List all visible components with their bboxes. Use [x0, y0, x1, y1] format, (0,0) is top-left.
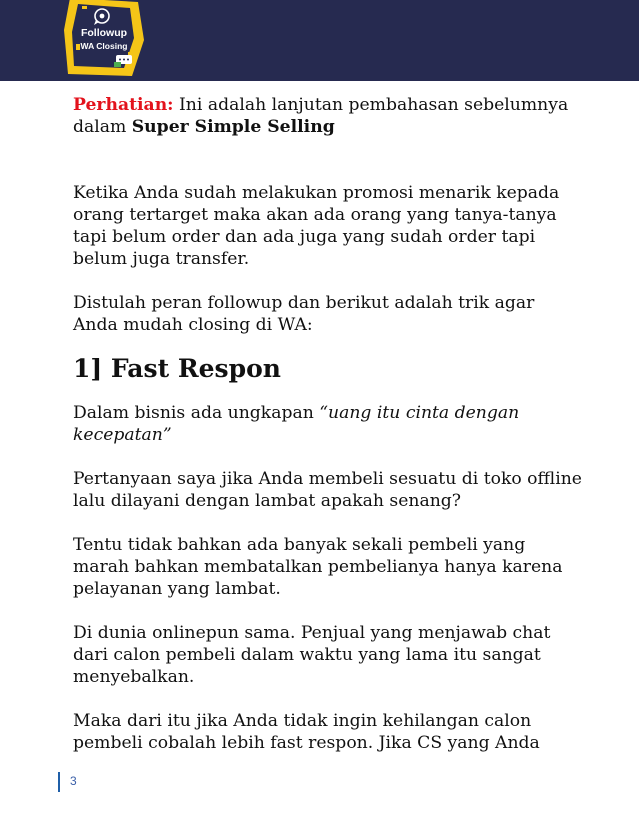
section-paragraph-4: Di dunia onlinepun sama. Penjual yang menjawab chat dari calon pembeli dalam waktu yang lama itu sangat menyebalkan.: [73, 623, 551, 687]
notice-bold-title: Super Simple Selling: [131, 117, 335, 137]
intro-paragraph-1: Ketika Anda sudah melakukan promosi menarik kepada orang tertarget maka akan ada orang yang tanya-tanya tapi belum order dan ada juga yang sudah order tapi belum juga transfer.: [73, 183, 560, 269]
document-body: [73, 94, 583, 776]
section-paragraph-1-quote: “uang itu cinta dengan kecepatan”: [73, 403, 520, 445]
section-paragraph-1-text: Dalam bisnis ada ungkapan: [73, 403, 320, 423]
section-paragraph-3: Tentu tidak bahkan ada banyak sekali pembeli yang marah bahkan membatalkan pembelianya hanya karena pelayanan yang lambat.: [73, 535, 563, 599]
section-paragraph-1: [73, 402, 583, 446]
notice-paragraph: [73, 94, 583, 138]
section-heading: 1] Fast Respon: [73, 354, 281, 383]
followup-wa-closing-logo: [58, 0, 150, 78]
logo-line1: Followup: [80, 27, 128, 39]
notice-label: Perhatian:: [73, 95, 174, 115]
section-paragraph-2: Pertanyaan saya jika Anda membeli sesuatu di toko offline lalu dilayani dengan lambat apakah senang?: [73, 469, 582, 511]
intro-paragraph-2: Distulah peran followup dan berikut adalah trik agar Anda mudah closing di WA:: [73, 293, 535, 335]
page-number: 3: [70, 774, 77, 788]
logo-line2: WA Closing: [80, 41, 128, 51]
notice-text: Ini adalah lanjutan pembahasan sebelumnya dalam: [73, 95, 569, 137]
section-paragraph-5: Maka dari itu jika Anda tidak ingin kehilangan calon pembeli cobalah lebih fast respon. Jika CS yang Anda: [73, 711, 540, 753]
page-number-marker: [58, 772, 60, 792]
